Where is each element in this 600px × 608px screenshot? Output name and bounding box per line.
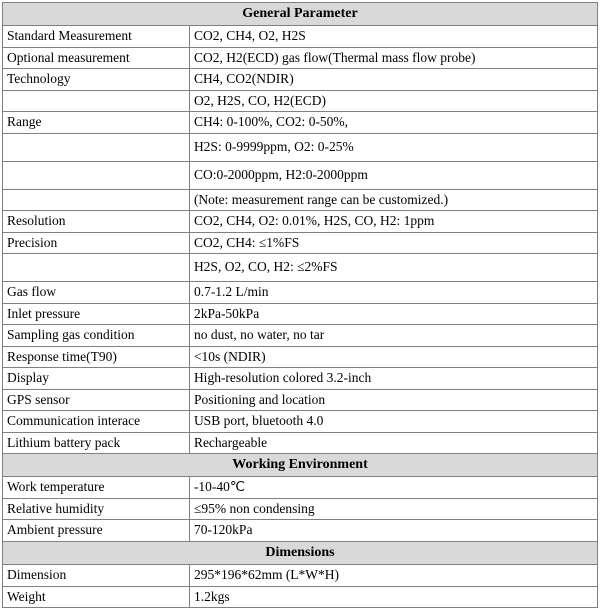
row-label: [3, 254, 190, 282]
row-value: 1.2kgs: [189, 586, 597, 608]
row-label: Technology: [3, 69, 190, 91]
table-row: [3, 325, 598, 347]
table-row: [3, 161, 598, 189]
row-label: Dimension: [3, 565, 190, 587]
row-value: 2kPa-50kPa: [189, 303, 597, 325]
table-row: [3, 346, 598, 368]
row-value: <10s (NDIR): [189, 346, 597, 368]
row-label: GPS sensor: [3, 389, 190, 411]
table-row: [3, 411, 598, 433]
row-value: 0.7-1.2 L/min: [189, 282, 597, 304]
table-row: [3, 565, 598, 587]
table-row: [3, 586, 598, 608]
table-row: [3, 303, 598, 325]
section-header-row: [3, 3, 598, 26]
row-value: 295*196*62mm (L*W*H): [189, 565, 597, 587]
section-header-row: [3, 454, 598, 477]
row-label: Lithium battery pack: [3, 432, 190, 454]
section-header-label: Working Environment: [3, 454, 598, 477]
row-value: ≤95% non condensing: [189, 498, 597, 520]
row-value: High-resolution colored 3.2-inch: [189, 368, 597, 390]
row-value: CO:0-2000ppm, H2:0-2000ppm: [189, 161, 597, 189]
table-row: [3, 133, 598, 161]
row-label: Weight: [3, 586, 190, 608]
row-label: Response time(T90): [3, 346, 190, 368]
table-row: [3, 368, 598, 390]
table-row: [3, 26, 598, 48]
row-label: Precision: [3, 232, 190, 254]
row-label: [3, 133, 190, 161]
row-label: Gas flow: [3, 282, 190, 304]
row-value: USB port, bluetooth 4.0: [189, 411, 597, 433]
row-value: CO2, CH4: ≤1%FS: [189, 232, 597, 254]
row-value: Positioning and location: [189, 389, 597, 411]
row-label: Resolution: [3, 211, 190, 233]
row-value: -10-40℃: [189, 477, 597, 499]
row-label: Relative humidity: [3, 498, 190, 520]
row-label: Standard Measurement: [3, 26, 190, 48]
table-body: [3, 3, 598, 608]
table-row: [3, 112, 598, 134]
table-row: [3, 477, 598, 499]
row-value: CH4: 0-100%, CO2: 0-50%,: [189, 112, 597, 134]
row-label: [3, 161, 190, 189]
row-label: Inlet pressure: [3, 303, 190, 325]
row-value: no dust, no water, no tar: [189, 325, 597, 347]
table-row: [3, 282, 598, 304]
table-row: [3, 90, 598, 112]
section-header-label: Dimensions: [3, 541, 598, 564]
row-value: 70-120kPa: [189, 520, 597, 542]
row-value: (Note: measurement range can be customized.): [189, 189, 597, 211]
table-row: [3, 389, 598, 411]
section-header-row: [3, 541, 598, 564]
row-value: CO2, H2(ECD) gas flow(Thermal mass flow probe): [189, 47, 597, 69]
row-value: Rechargeable: [189, 432, 597, 454]
table-row: [3, 432, 598, 454]
table-row: [3, 69, 598, 91]
table-row: [3, 189, 598, 211]
row-value: H2S, O2, CO, H2: ≤2%FS: [189, 254, 597, 282]
specification-table: [2, 2, 598, 608]
section-header-label: General Parameter: [3, 3, 598, 26]
table-row: [3, 232, 598, 254]
table-row: [3, 47, 598, 69]
row-value: CH4, CO2(NDIR): [189, 69, 597, 91]
row-value: CO2, CH4, O2: 0.01%, H2S, CO, H2: 1ppm: [189, 211, 597, 233]
table-row: [3, 520, 598, 542]
row-label: Work temperature: [3, 477, 190, 499]
row-label: [3, 189, 190, 211]
row-value: CO2, CH4, O2, H2S: [189, 26, 597, 48]
row-label: Range: [3, 112, 190, 134]
row-label: Communication interace: [3, 411, 190, 433]
row-label: Display: [3, 368, 190, 390]
row-value: H2S: 0-9999ppm, O2: 0-25%: [189, 133, 597, 161]
row-value: O2, H2S, CO, H2(ECD): [189, 90, 597, 112]
row-label: Ambient pressure: [3, 520, 190, 542]
table-row: [3, 211, 598, 233]
table-row: [3, 254, 598, 282]
row-label: Optional measurement: [3, 47, 190, 69]
row-label: [3, 90, 190, 112]
row-label: Sampling gas condition: [3, 325, 190, 347]
table-row: [3, 498, 598, 520]
